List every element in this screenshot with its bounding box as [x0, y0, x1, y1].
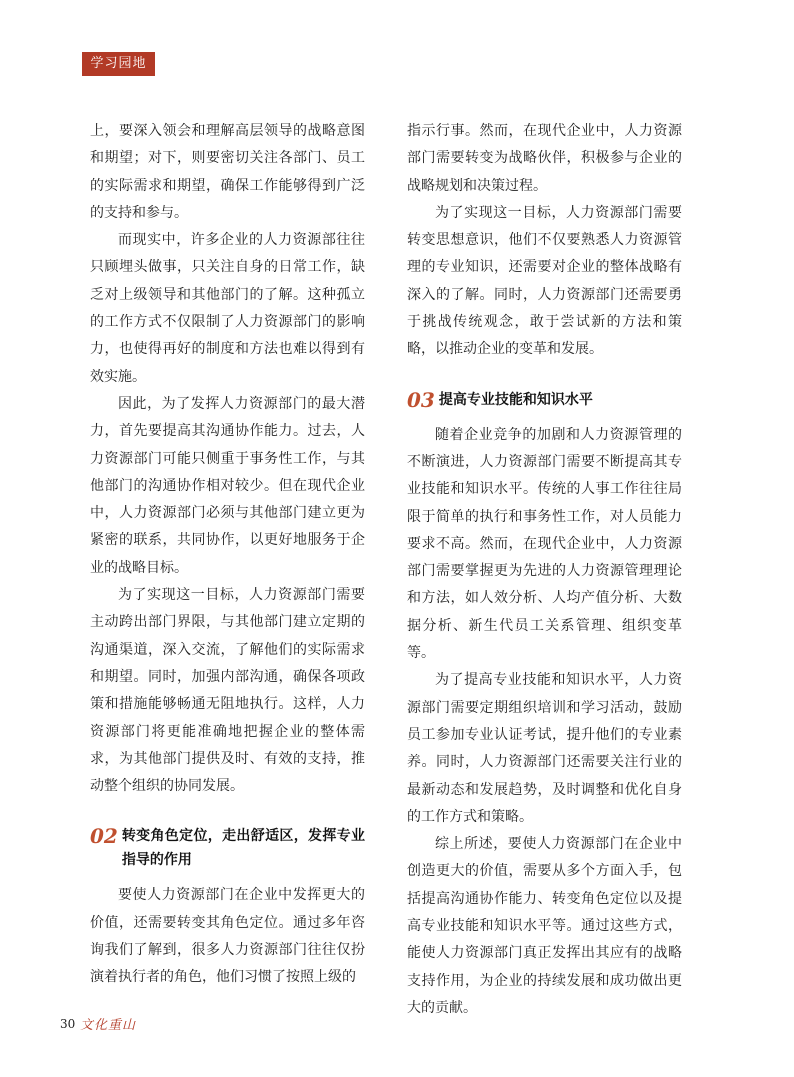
section-title: 提高专业技能和知识水平: [438, 391, 593, 408]
magazine-logo: 文化重山: [80, 1018, 137, 1033]
section-number: 02: [90, 824, 118, 849]
paragraph: 要使人力资源部门在企业中发挥更大的价值，还需要转变其角色定位。通过多年咨询我们了解到，很多人力资源部门往往仅扮演着执行者的角色，他们习惯了按照上级的: [90, 887, 365, 986]
paragraph: 因此，为了发挥人力资源部门的最大潜力，首先要提高其沟通协作能力。过去，人力资源部门可能只侧重于事务性工作，与其他部门的沟通协作相对较少。但在现代企业中，人力资源部门必须与其他部门建立更为紧密的联系，共同协作，以更好地服务于企业的战略目标。: [90, 395, 365, 576]
paragraph: 为了实现这一目标，人力资源部门需要主动跨出部门界限，与其他部门建立定期的沟通渠道，深入交流，了解他们的实际需求和期望。同时，加强内部沟通，确保各项政策和措施能够畅通无阻地执行。这样，人力资源部门将更能准确地把握企业的整体需求，为其他部门提供及时、有效的支持，推动整个组织的协同发展。: [90, 587, 365, 795]
section-title: 转变角色定位，走出舒适区，发挥专业指导的作用: [121, 828, 365, 869]
left-column: [90, 118, 365, 992]
paragraph: 为了提高专业技能和知识水平，人力资源部门需要定期组织培训和学习活动，鼓励员工参加专业认证考试，提升他们的专业素养。同时，人力资源部门还需要关注行业的最新动态和发展趋势，及时调整和优化自身的工作方式和策略。: [407, 672, 682, 825]
paragraph: 随着企业竞争的加剧和人力资源管理的不断演进，人力资源部门需要不断提高其专业技能和知识水平。传统的人事工作往往局限于简单的执行和事务性工作，对人员能力要求不高。然而，在现代企业中，人力资源部门需要掌握更为先进的人力资源管理理论和方法，如人效分析、人均产值分析、大数据分析、新生代员工关系管理、组织变革等。: [407, 426, 682, 662]
paragraph: 为了实现这一目标，人力资源部门需要转变思想意识，他们不仅要熟悉人力资源管理的专业知识，还需要对企业的整体战略有深入的了解。同时，人力资源部门还需要勇于挑战传统观念，敢于尝试新的方法和策略，以推动企业的变革和发展。: [407, 204, 682, 358]
paragraph: 上，要深入领会和理解高层领导的战略意图和期望；对下，则要密切关注各部门、员工的实际需求和期望，确保工作能够得到广泛的支持和参与。: [90, 123, 365, 221]
paragraph: 指示行事。然而，在现代企业中，人力资源部门需要转变为战略伙伴，积极参与企业的战略规划和决策过程。: [407, 123, 682, 194]
section-heading: [90, 824, 365, 872]
page-number: 30: [60, 1017, 76, 1031]
section-tag: 学习园地: [82, 52, 155, 76]
paragraph: 综上所述，要使人力资源部门在企业中创造更大的价值，需要从多个方面入手，包括提高沟通协作能力、转变角色定位以及提高专业技能和知识水平等。通过这些方式，能使人力资源部门真正发挥出其应有的战略支持作用，为企业的持续发展和成功做出更大的贡献。: [407, 836, 682, 1016]
section-heading: [407, 388, 682, 412]
section-number: 03: [407, 387, 435, 412]
paragraph: 而现实中，许多企业的人力资源部往往只顾埋头做事，只关注自身的日常工作，缺乏对上级领导和其他部门的了解。这种孤立的工作方式不仅限制了人力资源部门的影响力，也使得再好的制度和方法也难以得到有效实施。: [90, 232, 365, 385]
right-column: [407, 118, 682, 1022]
